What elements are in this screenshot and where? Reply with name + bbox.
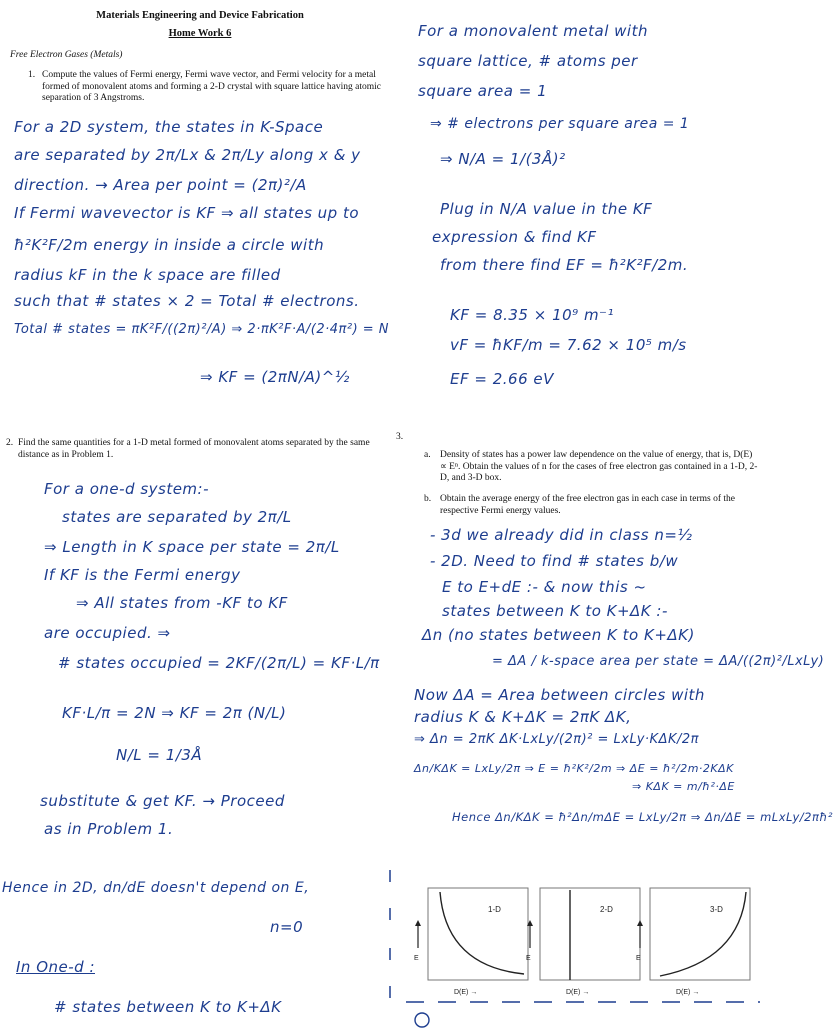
hw-q1-line: such that # states × 2 = Total # electrons. bbox=[14, 292, 360, 310]
section-heading: Free Electron Gases (Metals) bbox=[10, 50, 123, 60]
hw-q1-right-line: KF = 8.35 × 10⁹ m⁻¹ bbox=[450, 306, 614, 324]
hw-title: Home Work 6 bbox=[168, 28, 232, 39]
plot-frame bbox=[540, 888, 640, 980]
problem-2-text: Find the same quantities for a 1-D metal formed of monovalent atoms separated by the same distance as in Problem 1. bbox=[18, 438, 370, 460]
hw-q3-line: - 2D. Need to find # states b/w bbox=[430, 552, 679, 570]
x-axis-label: D(E) → bbox=[676, 989, 700, 996]
hw-q3-line: states between K to K+ΔK :- bbox=[442, 602, 668, 620]
hw-q3-line: - 3d we already did in class n=½ bbox=[430, 526, 693, 544]
y-axis-label: E bbox=[414, 955, 419, 962]
quadrant-middle-right bbox=[392, 428, 833, 848]
hw-q3-line: E to E+dE :- & now this ~ bbox=[442, 578, 647, 596]
hw-q1-line: ħ²K²F/2m energy in inside a circle with bbox=[14, 236, 325, 254]
quadrant-middle-left bbox=[0, 428, 400, 848]
hw-q1-right-line: Plug in N/A value in the KF bbox=[440, 200, 653, 218]
problem-1-number: 1. bbox=[28, 70, 36, 80]
plot-label: 3-D bbox=[710, 905, 723, 914]
problem-3b-label: b. bbox=[424, 494, 432, 504]
hw-q2-line: as in Problem 1. bbox=[44, 820, 174, 838]
hw-q1-right-line: ⇒ N/A = 1/(3Å)² bbox=[440, 150, 566, 168]
problem-2-number: 2. bbox=[6, 438, 14, 448]
problem-3-number: 3. bbox=[396, 432, 404, 442]
problem-3a-text: Density of states has a power law dependence on the value of energy, that is, D(E) ∝ Eⁿ. Obtain the values of n for the cases of free electron gas contained in a 1-D, 2-D, and 3-D box. bbox=[440, 450, 758, 483]
bottom-dashes bbox=[400, 994, 768, 1024]
hw-q3-line: ⇒ Δn = 2πK ΔK·LxLy/(2π)² = LxLy·KΔK/2π bbox=[414, 732, 699, 747]
hw-q2-line: # states occupied = 2KF/(2π/L) = KF·L/π bbox=[58, 654, 380, 672]
hw-q1-right-line: EF = 2.66 eV bbox=[450, 370, 554, 388]
problem-3a-label: a. bbox=[424, 450, 431, 460]
hw-q1-right-line: square area = 1 bbox=[418, 82, 548, 100]
x-axis-label: D(E) → bbox=[454, 989, 478, 996]
plot-frame bbox=[428, 888, 528, 980]
quadrant-top-left bbox=[0, 0, 400, 420]
hw-q2-line: substitute & get KF. → Proceed bbox=[40, 792, 285, 810]
problem-3b-text: Obtain the average energy of the free electron gas in each case in terms of the respective Fermi energy values. bbox=[440, 494, 735, 516]
quadrant-top-right bbox=[410, 0, 768, 420]
hw-q3-line: Δn (no states between K to K+ΔK) bbox=[422, 626, 695, 644]
hw-q3-line: radius K & K+ΔK = 2πK ΔK, bbox=[414, 708, 632, 726]
hw-q2-line: are occupied. ⇒ bbox=[44, 624, 171, 642]
course-title: Materials Engineering and Device Fabrication bbox=[96, 10, 304, 21]
hw-q3-line: = ΔA / k-space area per state = ΔA/((2π)²/LxLy) bbox=[492, 654, 825, 669]
plot-label: 2-D bbox=[600, 905, 613, 914]
hw-q4-line: # states between K to K+ΔK bbox=[54, 998, 282, 1016]
hw-q4-line: n=0 bbox=[270, 918, 304, 936]
hw-q2-line: KF·L/π = 2N ⇒ KF = 2π (N/L) bbox=[62, 704, 287, 722]
hw-q1-line: direction. → Area per point = (2π)²/A bbox=[14, 176, 307, 194]
hw-q2-line: ⇒ All states from -KF to KF bbox=[76, 594, 288, 612]
problem-1-text: Compute the values of Fermi energy, Fermi wave vector, and Fermi velocity for a metal formed of monovalent atoms and forming a 2-D crystal with square lattice having atomic separation of 3 Angstroms. bbox=[42, 70, 381, 103]
dos-curve bbox=[660, 892, 746, 976]
hw-q4-line: In One-d : bbox=[16, 958, 95, 976]
hw-q1-line: ⇒ KF = (2πN/A)^½ bbox=[200, 368, 350, 386]
hw-q3-line: Hence Δn/KΔK = ħ²Δn/mΔE = LxLy/2π ⇒ Δn/ΔE = mLxLy/2πħ² bbox=[452, 810, 833, 824]
dos-curve bbox=[440, 892, 524, 974]
hw-q1-line: If Fermi wavevector is KF ⇒ all states up to bbox=[14, 204, 360, 222]
hw-q1-right-line: For a monovalent metal with bbox=[418, 22, 648, 40]
x-axis-label: D(E) → bbox=[566, 989, 590, 996]
hw-q1-right-line: square lattice, # atoms per bbox=[418, 52, 638, 70]
hw-q1-line: are separated by 2π/Lx & 2π/Ly along x & y bbox=[14, 146, 361, 164]
hw-q2-line: states are separated by 2π/L bbox=[62, 508, 292, 526]
hw-q4-line: Hence in 2D, dn/dE doesn't depend on E, bbox=[2, 880, 310, 896]
plot-frame bbox=[650, 888, 750, 980]
quadrant-bottom-left bbox=[0, 862, 400, 1024]
hw-q3-line: ⇒ KΔK = m/ħ²·ΔE bbox=[632, 780, 735, 793]
hw-q1-right-line: from there find EF = ħ²K²F/2m. bbox=[440, 256, 689, 274]
y-axis-arrowhead bbox=[637, 920, 643, 926]
y-axis-label: E bbox=[636, 955, 641, 962]
hw-q3-line: Now ΔA = Area between circles with bbox=[414, 686, 705, 704]
y-axis-label: E bbox=[526, 955, 531, 962]
hw-q2-line: N/L = 1/3Å bbox=[116, 746, 203, 764]
y-axis-arrowhead bbox=[415, 920, 421, 926]
hw-q1-line: Total # states = πK²F/((2π)²/A) ⇒ 2·πK²F·A/(2·4π²) = N bbox=[14, 322, 390, 337]
hw-q1-line: radius kF in the k space are filled bbox=[14, 266, 281, 284]
hw-q2-line: ⇒ Length in K space per state = 2π/L bbox=[44, 538, 340, 556]
hw-q1-right-line: ⇒ # electrons per square area = 1 bbox=[430, 116, 690, 132]
hw-q1-right-line: vF = ħKF/m = 7.62 × 10⁵ m/s bbox=[450, 336, 687, 354]
hw-q2-line: For a one-d system:- bbox=[44, 480, 210, 498]
hw-q2-line: If KF is the Fermi energy bbox=[44, 566, 241, 584]
plot-label: 1-D bbox=[488, 905, 501, 914]
hw-q1-line: For a 2D system, the states in K-Space bbox=[14, 118, 324, 136]
hw-q3-line: Δn/KΔK = LxLy/2π ⇒ E = ħ²K²/2m ⇒ ΔE = ħ²/2m·2KΔK bbox=[414, 762, 734, 775]
hw-q1-right-line: expression & find KF bbox=[432, 228, 597, 246]
